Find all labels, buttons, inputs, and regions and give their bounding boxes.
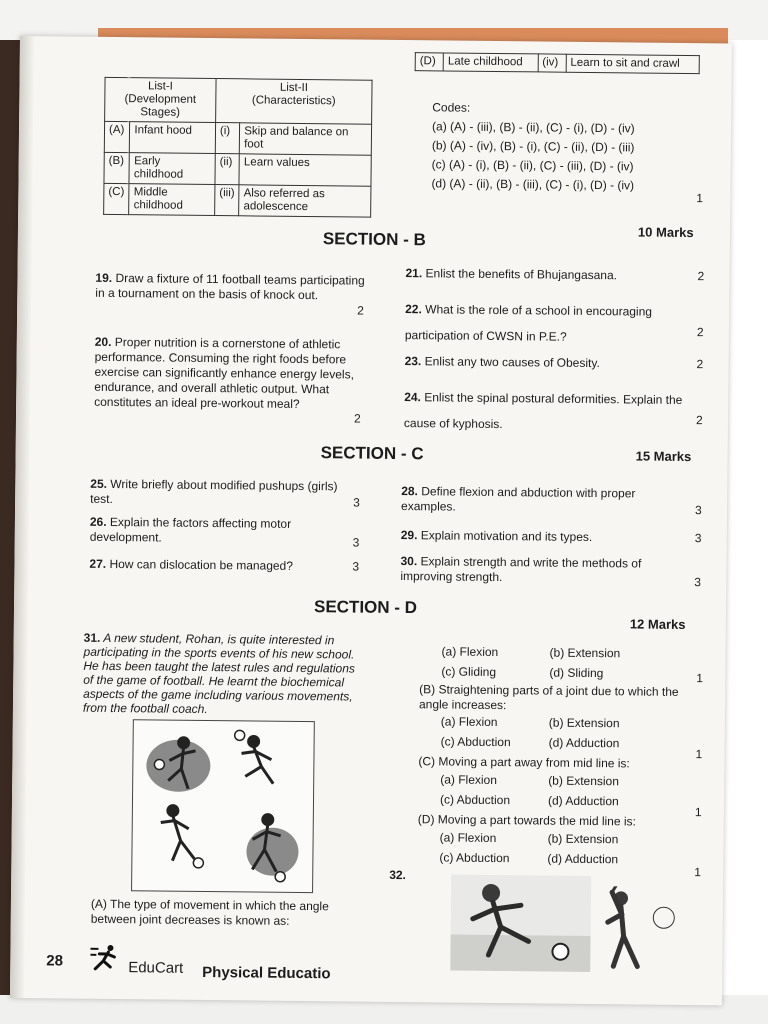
code-option-b: (b) (A) - (iv), (B) - (i), (C) - (ii), (D) - (iii) <box>431 138 635 155</box>
page-number: 28 <box>46 952 64 970</box>
question-31: 31. A new student, Rohan, is quite interested in participating in the sports events of his new school. He has been taught the latest rules and regulations of the game of football. He learnt the biochemical aspects of the game including various movements, from the football coach. <box>82 630 355 717</box>
footballer-illustration <box>450 875 591 972</box>
brand-name: EduCart <box>128 959 184 977</box>
option: (a) Flexion <box>440 714 498 730</box>
question-marks: 2 <box>353 411 361 426</box>
codes-label: Codes: <box>432 100 471 115</box>
option: (d) Adduction <box>547 793 619 809</box>
question-32-number: 32. <box>389 867 406 883</box>
option: (c) Abduction <box>439 792 511 808</box>
section-c-marks: 15 Marks <box>635 448 692 465</box>
section-d-title: SECTION - D <box>313 597 418 618</box>
section-d-marks: 12 Marks <box>629 616 686 633</box>
option: (b) Extension <box>548 773 620 789</box>
question-marks: 3 <box>694 503 702 518</box>
question-31-c-options <box>440 772 690 810</box>
question-22: 22. What is the role of a school in encouraging participation of CWSN in P.E.? <box>404 302 653 344</box>
question-28: 28. Define flexion and abduction with proper examples. <box>401 484 636 514</box>
question-31-c: (C) Moving a part away from mid line is: <box>418 754 630 771</box>
question-31-b-options <box>441 714 691 752</box>
question-marks: 2 <box>695 413 703 428</box>
sports-image <box>450 875 591 972</box>
question-marks: 3 <box>694 575 702 590</box>
match-table <box>103 77 372 218</box>
section-b-title: SECTION - B <box>322 229 426 250</box>
question-marks: 2 <box>696 357 704 372</box>
question-29: 29. Explain motivation and its types. <box>400 528 593 545</box>
option: (b) Extension <box>547 831 619 847</box>
question-21: 21. Enlist the benefits of Bhujangasana. <box>405 266 618 283</box>
question-marks: 2 <box>696 325 704 340</box>
question-marks: 1 <box>696 671 704 686</box>
question-27: 27. How can dislocation be managed? <box>89 556 294 573</box>
table-row: (D) Late childhood (iv) Learn to sit and crawl <box>415 53 699 74</box>
option: (c) Abduction <box>439 850 510 866</box>
table-row: (C) Middle childhood (iii) Also referred as adolescence <box>104 183 371 217</box>
question-31-a: (A) The type of movement in which the angle between joint decreases is known as: <box>90 896 329 928</box>
baseball-player-image <box>595 886 656 977</box>
option: (c) Abduction <box>440 734 511 750</box>
table-row: (A) Infant hood (i) Skip and balance on foot <box>104 121 371 155</box>
code-option-d: (d) (A) - (ii), (B) - (iii), (C) - (i), (D) - (iv) <box>431 176 635 193</box>
question-marks: 3 <box>694 531 702 546</box>
question-26: 26. Explain the factors affecting motor development. <box>89 514 292 545</box>
question-19: 19. Draw a fixture of 11 football teams participating in a tournament on the basis of knock out. <box>95 270 365 303</box>
baseball-icon <box>653 907 675 929</box>
table-header-list-1: List-I (Development Stages) <box>105 77 216 122</box>
match-table-continued <box>415 52 700 74</box>
book-subject: Physical Educatio <box>202 963 331 983</box>
question-marks: 1 <box>694 805 702 820</box>
football-players-illustration <box>132 720 314 892</box>
table-row: (B) Early childhood (ii) Learn values <box>104 152 371 186</box>
question-20: 20. Proper nutrition is a cornerstone of athletic performance. Consuming the right foods before exercise can significantly enhance energy levels, endurance, and overall athletic output. What constitutes an ideal pre-workout meal? <box>94 334 355 411</box>
question-marks: 3 <box>352 559 360 574</box>
question-25: 25. Write briefly about modified pushups (girls) test. <box>90 476 338 506</box>
question-marks: 3 <box>353 495 360 510</box>
question-24: 24. Enlist the spinal postural deformities. Explain the cause of kyphosis. <box>403 390 683 432</box>
question-marks: 1 <box>696 191 704 206</box>
question-31-a-options <box>441 644 691 682</box>
option: (c) Gliding <box>441 664 497 680</box>
option: (a) Flexion <box>441 644 499 660</box>
question-31-d-options <box>439 830 689 868</box>
option: (d) Adduction <box>548 735 620 751</box>
question-marks: 1 <box>694 865 702 880</box>
option: (b) Extension <box>548 715 620 731</box>
code-option-a: (a) (A) - (iii), (B) - (ii), (C) - (i), (D) - (iv) <box>432 119 635 136</box>
option: (d) Adduction <box>547 851 619 867</box>
option: (d) Sliding <box>549 665 604 681</box>
question-23: 23. Enlist any two causes of Obesity. <box>404 354 600 371</box>
code-option-c: (c) (A) - (i), (B) - (ii), (C) - (iii), (D) - (iv) <box>431 157 634 174</box>
baseball-player-illustration <box>595 886 656 977</box>
option: (a) Flexion <box>439 830 497 846</box>
question-marks: 2 <box>357 303 364 318</box>
option: (a) Flexion <box>440 772 497 788</box>
question-31-d: (D) Moving a part towards the mid line is: <box>417 812 636 829</box>
codes-block <box>431 100 712 194</box>
table-header-list-2: List-II (Characteristics) <box>216 79 373 125</box>
question-30: 30. Explain strength and write the methods of improving strength. <box>400 554 642 585</box>
option: (b) Extension <box>549 645 621 661</box>
question-marks: 1 <box>695 747 703 762</box>
football-players-image <box>131 719 315 893</box>
runner-logo-icon <box>90 943 120 973</box>
section-b-marks: 10 Marks <box>637 224 694 241</box>
question-marks: 3 <box>352 535 360 550</box>
question-marks: 2 <box>697 269 705 284</box>
section-c-title: SECTION - C <box>320 443 424 464</box>
question-31-b: (B) Straightening parts of a joint due to which the angle increases: <box>418 682 679 713</box>
book-page <box>10 36 732 1005</box>
